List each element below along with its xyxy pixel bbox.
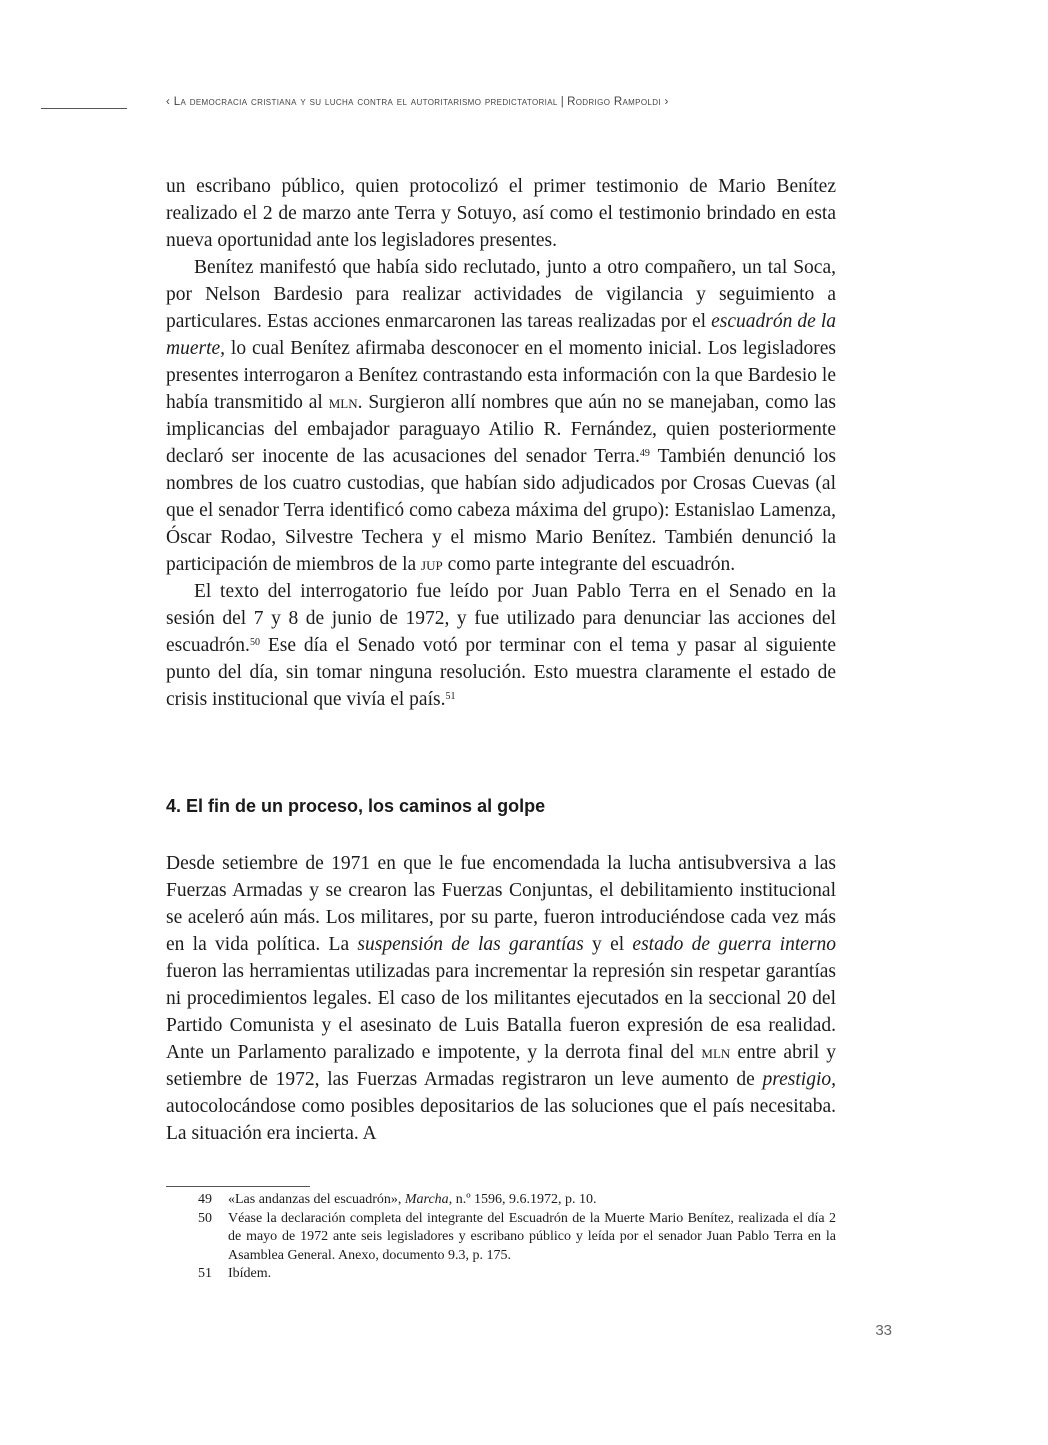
page-number: 33 [875, 1322, 892, 1339]
running-header [166, 96, 846, 108]
body-text [166, 173, 836, 713]
acronym-jup: jup [421, 554, 443, 574]
footnote-ref-51[interactable]: 51 [445, 691, 456, 702]
section-text: entre abril y setiembre de 1972, las Fuerzas Armadas registraron un leve aumento de [166, 1042, 836, 1090]
paragraph-1-text: un escribano público, quien protocolizó el primer testimonio de Mario Benítez realizado el 2 de marzo ante Terra y Sotuyo, así como el testimonio brindado en esta nueva oportunidad ante los legisladores presentes. [166, 176, 836, 251]
paragraph-3-text: Ese día el Senado votó por terminar con el tema y pasar al siguiente punto del día, sin tomar ninguna resolución. Esto muestra claramente el estado de crisis institucional que vivía el país. [166, 635, 836, 710]
paragraph-2-text: También denunció los nombres de los cuatro custodias, que habían sido adjudicados por Crosas Cuevas (al que el senador Terra identificó como cabeza máxima del grupo): Estanislao Lamenza, Óscar Rodao, Silvestre Techera y el mismo Mario Benítez. También denunció la participación de miembros de la [166, 446, 837, 575]
paragraph-2-text: Benítez manifestó que había sido reclutado, junto a otro compañero, un tal Soca, por Nelson Bardesio para realizar actividades de vigilancia y seguimiento a particulares. Estas acciones enmarcaronen las tareas realizadas por el [166, 257, 836, 332]
footnote-ref-50[interactable]: 50 [249, 637, 260, 648]
running-header-title: ‹ La democracia cristiana y su lucha contra el autoritarismo predictatorial [166, 96, 558, 108]
footnote-rule [166, 1186, 310, 1187]
footnote-number: 50 [198, 1210, 212, 1226]
footnotes [166, 1191, 836, 1284]
section-paragraph [166, 850, 836, 1147]
running-header-author: Rodrigo Rampoldi › [567, 96, 669, 108]
paragraph-2-text: lo cual Benítez afirmaba desconocer en el momento inicial. Los legisladores presentes interrogaron a Benítez contrastando esta información con la que Bardesio le había transmitido al [166, 338, 836, 413]
header-rule [41, 108, 127, 109]
running-header-separator: | [560, 96, 565, 108]
paragraph-2 [166, 254, 836, 578]
section-emphasis: suspensión de las garantías [357, 934, 584, 955]
footnote-number: 49 [198, 1192, 212, 1207]
footnote-text [228, 1191, 836, 1210]
footnote-emphasis: Marcha [404, 1192, 449, 1207]
paragraph-2-text: como parte integrante del escuadrón. [442, 554, 736, 575]
section-text: fueron las herramientas utilizadas para incrementar la represión sin respetar garantías ni procedimientos legales. El caso de los militantes ejecutados en la seccional 20 del Partido Comunista y el asesinato de Luis Batalla fueron expresión de esa realidad. Ante un Parlamento paralizado e impotente, y la derrota final del [166, 961, 836, 1063]
paragraph-2-emphasis: escuadrón de la muerte, [166, 311, 836, 359]
paragraph-2-text: . Surgieron allí nombres que aún no se manejaban, como las implicancias del embajador paraguayo Atilio R. Fernández, quien posteriormente declaró ser inocente de las acusaciones del senador Terra. [166, 392, 836, 467]
footnote-49 [166, 1191, 836, 1210]
section-text: y el [583, 934, 633, 955]
paragraph-3 [166, 578, 836, 713]
footnote-51 [166, 1265, 836, 1284]
paragraph-1 [166, 173, 836, 254]
paragraph-3-text: El texto del interrogatorio fue leído por Juan Pablo Terra en el Senado en la sesión del 7 y 8 de junio de 1972, y fue utilizado para denunciar las acciones del escuadrón. [166, 581, 836, 656]
acronym-mln: mln [328, 392, 358, 412]
footnote-text: Véase la declaración completa del integrante del Escuadrón de la Muerte Mario Benítez, realizada el día 2 de mayo de 1972 ante seis legisladores y escribano público y leída por el senador Juan Pablo Terra en la Asamblea General. Anexo, documento 9.3, p. 175. [228, 1210, 836, 1263]
footnote-text: Ibídem. [228, 1266, 272, 1281]
section-heading: 4. El fin de un proceso, los caminos al golpe [166, 796, 546, 816]
section-body [166, 850, 836, 1147]
section-emphasis: prestigio, [762, 1069, 836, 1090]
footnote-text-part: «Las andanzas del escuadrón», [228, 1192, 405, 1207]
footnote-text-part: , n.º 1596, 9.6.1972, p. 10. [448, 1192, 597, 1207]
footnote-ref-49[interactable]: 49 [639, 448, 650, 459]
footnote-50 [166, 1210, 836, 1266]
footnote-number: 51 [198, 1266, 212, 1281]
section-text: Desde setiembre de 1971 en que le fue encomendada la lucha antisubversiva a las Fuerzas Armadas y se crearon las Fuerzas Conjuntas, el debilitamiento institucional se aceleró aún más. Los militares, por su parte, fueron introduciéndose cada vez más en la vida política. La [166, 853, 836, 955]
section-emphasis: estado de guerra interno [632, 934, 836, 955]
acronym-mln: mln [701, 1042, 731, 1062]
section-text: autocolocándose como posibles depositarios de las soluciones que el país necesitaba. La situación era incierta. A [166, 1096, 836, 1144]
